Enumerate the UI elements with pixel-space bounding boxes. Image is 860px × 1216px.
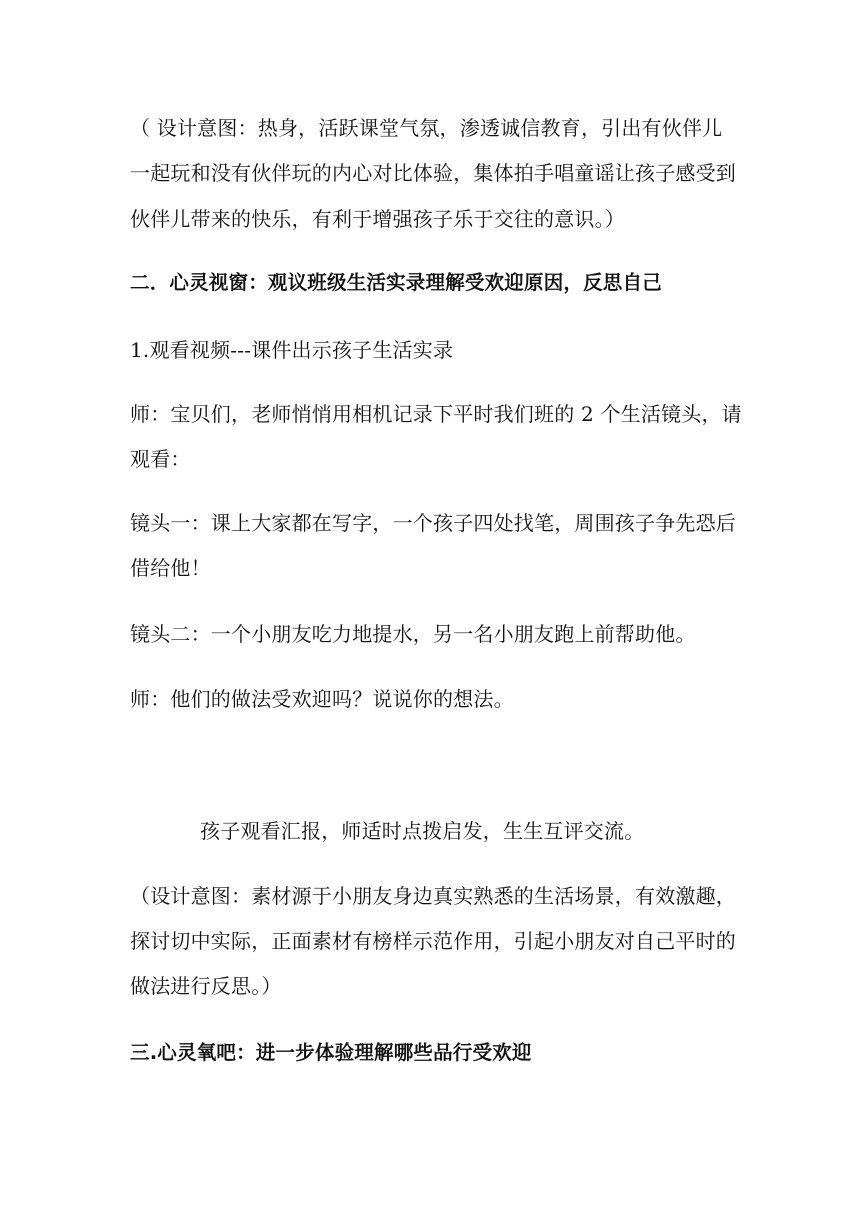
section-2-heading: 二．心灵视窗：观议班级生活实录理解受欢迎原因，反思自己 <box>130 271 662 294</box>
design-intent-2-line-3: 做法进行反思。） <box>130 974 282 998</box>
design-intent-2-line-1: （设计意图：素材源于小朋友身边真实熟悉的生活场景，有效激趣， <box>130 884 736 908</box>
design-intent-2-line-2: 探讨切中实际，正面素材有榜样示范作用，引起小朋友对自己平时的 <box>130 929 736 953</box>
teacher-intro-line-1: 师：宝贝们，老师悄悄用相机记录下平时我们班的 2 个生活镜头，请 <box>130 402 742 426</box>
teacher-intro-line-2: 观看： <box>130 447 191 471</box>
children-report-text: 孩子观看汇报，师适时点拨启发，生生互评交流。 <box>200 819 645 843</box>
shot-1-line-1: 镜头一：课上大家都在写字，一个孩子四处找笔，周围孩子争先恐后 <box>130 511 736 535</box>
design-intent-1-line-2: 一起玩和没有伙伴玩的内心对比体验，集体拍手唱童谣让孩子感受到 <box>130 161 736 185</box>
teacher-question-text: 师：他们的做法受欢迎吗？说说你的想法。 <box>130 687 514 711</box>
step-1-text: 1.观看视频---课件出示孩子生活实录 <box>130 338 454 362</box>
design-intent-1-line-1: （ 设计意图：热身，活跃课堂气氛，渗透诚信教育，引出有伙伴儿 <box>130 116 723 140</box>
shot-1-line-2: 借给他！ <box>130 556 211 580</box>
design-intent-1-line-3: 伙伴儿带来的快乐，有利于增强孩子乐于交往的意识。） <box>130 207 625 231</box>
shot-2-text: 镜头二：一个小朋友吃力地提水，另一名小朋友跑上前帮助他。 <box>130 622 696 646</box>
section-3-heading: 三.心灵氧吧：进一步体验理解哪些品行受欢迎 <box>130 1041 532 1064</box>
